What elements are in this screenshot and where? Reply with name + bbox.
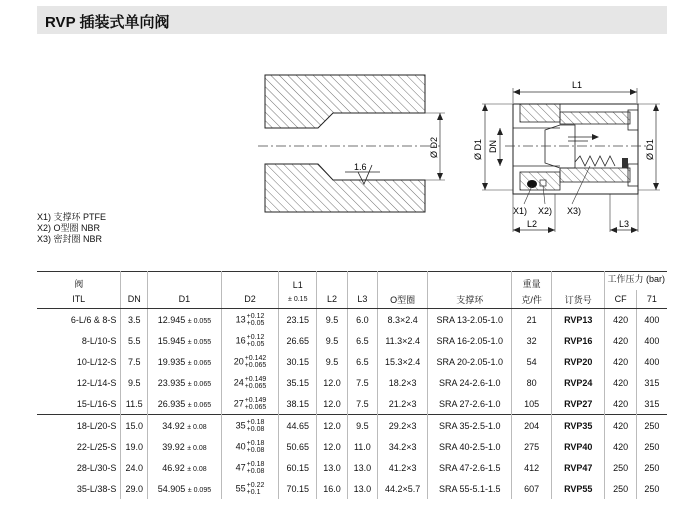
cell-l3: 6.0 (347, 309, 377, 331)
table-row (37, 457, 667, 478)
cell-oring: 44.2×5.7 (378, 478, 428, 499)
table-row (37, 436, 667, 457)
cell-71: 400 (644, 314, 660, 325)
cell-cf: 250 (605, 457, 636, 478)
cell-weight: 204 (512, 415, 552, 437)
cell-oring: 11.3×2.4 (378, 330, 428, 351)
cell-d2-value: 27 (233, 397, 244, 408)
cell-itl: 22-L/25-S (37, 436, 121, 457)
cell-d2 (221, 393, 278, 415)
cell-order: RVP47 (552, 457, 605, 478)
cell-order: RVP20 (552, 351, 605, 372)
cell-d2-value: 47 (235, 461, 246, 472)
table-row (37, 309, 667, 331)
cell-d1-value: 19.935 (157, 356, 186, 367)
cell-dn: 15.0 (121, 415, 148, 437)
header-order: 订货号 (552, 290, 605, 309)
header-d1: D1 (148, 290, 222, 309)
cell-l2: 16.0 (317, 478, 347, 499)
cell-71: 315 (644, 398, 660, 409)
cell-d1 (148, 415, 222, 437)
cell-d2 (221, 436, 278, 457)
cell-d1-tol: ± 0.095 (187, 486, 212, 494)
x3-callout: X3) (567, 206, 582, 216)
cell-l3: 13.0 (347, 457, 377, 478)
cell-ring: SRA 40-2.5-1.0 (428, 436, 512, 457)
cell-d2-tol (245, 397, 267, 411)
header-71: 71 (636, 290, 667, 309)
cell-d1 (148, 393, 222, 415)
header-ring: 支撑环 (428, 290, 512, 309)
cell-oring: 41.2×3 (378, 457, 428, 478)
cell-dn: 5.5 (121, 330, 148, 351)
cell-ring: SRA 20-2.05-1.0 (428, 351, 512, 372)
cell-l3: 11.0 (347, 436, 377, 457)
cell-l1: 50.65 (279, 436, 317, 457)
cell-d1-value: 26.935 (157, 398, 186, 409)
cell-l3: 7.5 (347, 372, 377, 393)
cell-ring: SRA 55-5.1-1.5 (428, 478, 512, 499)
header-itl-top: 阀 (37, 272, 121, 291)
d2-label: Ø D2 (429, 136, 439, 158)
cell-d2-value: 24 (233, 376, 244, 387)
cell-l2: 12.0 (317, 372, 347, 393)
cell-order: RVP55 (552, 478, 605, 499)
l3-label: L3 (619, 219, 630, 229)
header-pressure-top: 工作压力 (bar) (605, 272, 667, 291)
cell-d2-tol (247, 461, 265, 475)
cell-d2-upper: +0.12 (246, 333, 265, 341)
header-cf: CF (605, 290, 636, 309)
cell-d2 (221, 457, 278, 478)
table-header-row-1 (37, 272, 667, 291)
note-x3: X3) 密封圈 NBR (37, 234, 103, 244)
cell-d2 (221, 309, 278, 331)
table-row (37, 393, 667, 415)
cell-cf: 420 (605, 309, 636, 331)
cavity-drawing (258, 75, 445, 212)
cell-order: RVP16 (552, 330, 605, 351)
cell-weight: 105 (512, 393, 552, 415)
cell-cf: 420 (605, 415, 636, 437)
cell-d1-value: 12.945 (157, 314, 186, 325)
cell-d2-tol (245, 355, 267, 369)
cell-itl: 35-L/38-S (37, 478, 121, 499)
cell-l3: 9.5 (347, 415, 377, 437)
cell-d2 (221, 372, 278, 393)
cell-71: 250 (644, 462, 660, 473)
cell-d1-tol: ± 0.065 (187, 380, 212, 388)
cell-ring: SRA 35-2.5-1.0 (428, 415, 512, 437)
cell-weight: 54 (512, 351, 552, 372)
cell-d1-tol: ± 0.055 (187, 338, 212, 346)
cell-dn: 11.5 (121, 393, 148, 415)
cell-d1-tol: ± 0.08 (187, 465, 207, 473)
cell-d2-upper: +0.18 (246, 439, 265, 447)
cell-l1: 30.15 (279, 351, 317, 372)
cell-l1: 26.65 (279, 330, 317, 351)
note-x2: X2) O型圈 NBR (37, 223, 101, 233)
cell-ring: SRA 27-2.6-1.0 (428, 393, 512, 415)
cell-cf: 420 (605, 436, 636, 457)
cell-d1-value: 34.92 (162, 420, 185, 431)
cell-l3: 6.5 (347, 330, 377, 351)
cell-l1: 35.15 (279, 372, 317, 393)
cell-l3: 7.5 (347, 393, 377, 415)
cell-order: RVP13 (552, 309, 605, 331)
cell-d2-value: 16 (235, 334, 246, 345)
cell-cf: 250 (605, 478, 636, 499)
table-row (37, 330, 667, 351)
cell-d2 (221, 415, 278, 437)
cell-71: 250 (636, 415, 667, 437)
cell-d2-lower: +0.065 (244, 361, 267, 369)
cell-dn: 3.5 (121, 309, 148, 331)
note-x1: X1) 支撑环 PTFE (37, 212, 107, 222)
cell-l3: 6.5 (347, 351, 377, 372)
cell-cf: 420 (605, 393, 636, 415)
cell-d1 (148, 309, 222, 331)
cell-d2-tol (247, 334, 265, 348)
cell-71: 400 (644, 356, 660, 367)
cell-itl: 28-L/30-S (37, 457, 121, 478)
cell-d2-tol (247, 313, 265, 327)
cell-order: RVP27 (552, 393, 605, 415)
header-l1-top: L1 (279, 272, 317, 291)
cell-oring: 8.3×2.4 (378, 309, 428, 331)
cell-l2: 9.5 (317, 309, 347, 331)
spec-table (37, 271, 667, 499)
cell-d2 (221, 478, 278, 499)
cell-d2-value: 40 (235, 440, 246, 451)
table-row (37, 415, 667, 437)
cell-cf: 420 (605, 372, 636, 393)
dn-label: DN (488, 140, 498, 153)
header-weight: 克/件 (512, 290, 552, 309)
cell-d1-tol: ± 0.065 (187, 401, 212, 409)
d1-left-label: Ø D1 (473, 138, 483, 160)
cell-weight: 275 (512, 436, 552, 457)
table-row (37, 372, 667, 393)
cell-71: 315 (644, 377, 660, 388)
header-l1: ± 0.15 (279, 290, 317, 309)
cell-ring: SRA 24-2.6-1.0 (428, 372, 512, 393)
cell-d2-tol (245, 376, 267, 390)
cell-oring: 21.2×3 (378, 393, 428, 415)
material-notes (37, 212, 106, 245)
cell-oring: 34.2×3 (378, 436, 428, 457)
header-weight-top: 重量 (512, 272, 552, 291)
cell-oring: 15.3×2.4 (378, 351, 428, 372)
cell-d1 (148, 372, 222, 393)
table-row (37, 351, 667, 372)
cell-weight: 607 (512, 478, 552, 499)
cell-ring: SRA 47-2.6-1.5 (428, 457, 512, 478)
cell-itl: 8-L/10-S (37, 330, 121, 351)
cell-dn: 29.0 (121, 478, 148, 499)
header-d2: D2 (221, 290, 278, 309)
cell-d1-tol: ± 0.08 (187, 444, 207, 452)
cell-d2-upper: +0.142 (244, 354, 267, 362)
cell-d2-lower: +0.08 (246, 467, 265, 475)
cell-d2-tol (247, 419, 265, 433)
cell-l2: 9.5 (317, 351, 347, 372)
header-l2: L2 (317, 290, 347, 309)
cell-dn: 7.5 (121, 351, 148, 372)
cell-l1: 38.15 (279, 393, 317, 415)
cell-cf: 420 (605, 351, 636, 372)
cell-itl: 18-L/20-S (37, 415, 121, 437)
cell-d2-lower: +0.05 (246, 340, 265, 348)
cell-cf: 420 (605, 330, 636, 351)
cell-d2 (221, 330, 278, 351)
cell-71: 250 (644, 441, 660, 452)
x1-callout: X1) (513, 206, 528, 216)
cell-d1 (148, 330, 222, 351)
cell-d1 (148, 436, 222, 457)
valve-drawing (473, 80, 660, 233)
l1-label: L1 (572, 80, 583, 90)
cell-d2-upper: +0.149 (244, 396, 267, 404)
header-l3: L3 (347, 290, 377, 309)
cell-l1: 44.65 (279, 415, 317, 437)
cell-weight: 80 (512, 372, 552, 393)
cell-oring: 18.2×3 (378, 372, 428, 393)
cell-itl: 15-L/16-S (37, 393, 121, 415)
page-title: RVP 插装式单向阀 (45, 14, 170, 31)
cell-dn: 19.0 (121, 436, 148, 457)
technical-drawings (0, 0, 674, 240)
cell-d1-tol: ± 0.08 (187, 423, 207, 431)
cell-d2-upper: +0.18 (246, 460, 265, 468)
header-dn: DN (121, 290, 148, 309)
cell-d2-lower: +0.05 (246, 319, 265, 327)
cell-d1-value: 54.905 (157, 483, 186, 494)
cell-l3: 13.0 (347, 478, 377, 499)
cell-order: RVP35 (552, 415, 605, 437)
cell-71: 250 (644, 483, 660, 494)
cell-l2: 9.5 (317, 330, 347, 351)
cell-d2-lower: +0.08 (246, 446, 265, 454)
cell-d2-lower: +0.1 (246, 488, 261, 496)
header-oring: O型圈 (378, 290, 428, 309)
cell-weight: 32 (512, 330, 552, 351)
cell-order: RVP24 (552, 372, 605, 393)
cell-d2-upper: +0.149 (244, 375, 267, 383)
cell-d1-value: 15.945 (157, 335, 186, 346)
cell-dn: 9.5 (121, 372, 148, 393)
table-header-row-2 (37, 290, 667, 309)
cell-itl: 12-L/14-S (37, 372, 121, 393)
cell-l2: 12.0 (317, 436, 347, 457)
cell-weight: 412 (512, 457, 552, 478)
cell-l1: 23.15 (279, 309, 317, 331)
cell-l1: 70.15 (279, 478, 317, 499)
cell-ring: SRA 13-2.05-1.0 (428, 309, 512, 331)
cell-d2-upper: +0.18 (246, 418, 265, 426)
cell-d1 (148, 351, 222, 372)
cell-d2-lower: +0.08 (246, 425, 265, 433)
cell-d2-value: 13 (235, 313, 246, 324)
cell-d2-tol (247, 482, 265, 496)
cell-d2-tol (247, 440, 265, 454)
cell-d2-upper: +0.12 (246, 312, 265, 320)
cell-d1-value: 39.92 (162, 441, 185, 452)
cell-71: 400 (644, 335, 660, 346)
cell-d2 (221, 351, 278, 372)
cell-l1: 60.15 (279, 457, 317, 478)
cell-l2: 12.0 (317, 415, 347, 437)
d1-right-label: Ø D1 (645, 138, 655, 160)
cell-d1-value: 46.92 (162, 462, 185, 473)
cell-d1-value: 23.935 (157, 377, 186, 388)
cell-d1-tol: ± 0.055 (187, 317, 212, 325)
cell-oring: 29.2×3 (378, 415, 428, 437)
cell-d2-value: 35 (235, 419, 246, 430)
cell-ring: SRA 16-2.05-1.0 (428, 330, 512, 351)
l2-label: L2 (527, 219, 538, 229)
cell-l2: 13.0 (317, 457, 347, 478)
cell-d2-upper: +0.22 (246, 481, 265, 489)
cell-weight: 21 (512, 309, 552, 331)
cell-order: RVP40 (552, 436, 605, 457)
cell-itl: 10-L/12-S (37, 351, 121, 372)
cell-d1 (148, 457, 222, 478)
cell-l2: 12.0 (317, 393, 347, 415)
cell-d2-lower: +0.065 (244, 403, 267, 411)
roughness-label: 1.6 (354, 162, 367, 172)
cell-d1-tol: ± 0.065 (187, 359, 212, 367)
cell-itl: 6-L/6 & 8-S (37, 309, 121, 331)
table-body (37, 309, 667, 500)
header-itl: ITL (37, 290, 121, 309)
table-row (37, 478, 667, 499)
cell-d2-value: 20 (233, 355, 244, 366)
cell-d2-lower: +0.065 (244, 382, 267, 390)
cell-d1 (148, 478, 222, 499)
cell-d2-value: 55 (235, 482, 246, 493)
cell-dn: 24.0 (121, 457, 148, 478)
x2-callout: X2) (538, 206, 553, 216)
